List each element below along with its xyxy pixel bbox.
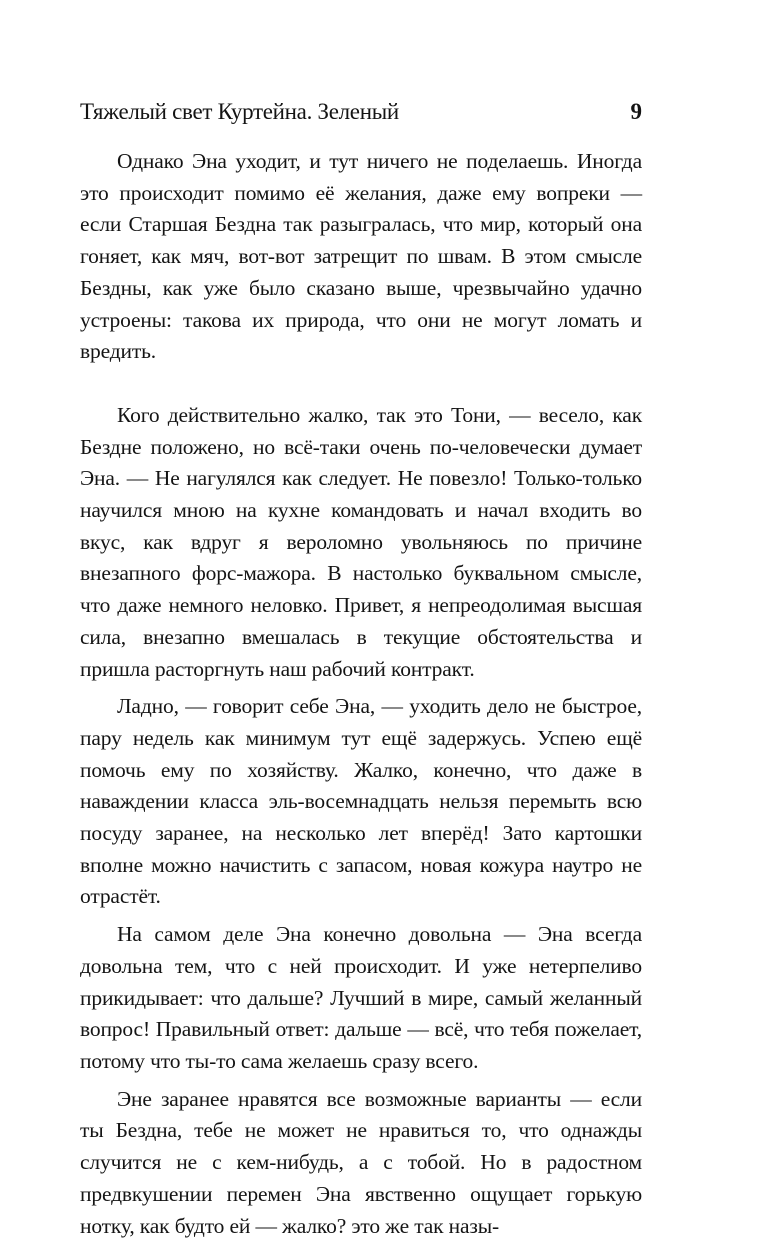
paragraph: Ладно, — говорит себе Эна, — уходить дело не быстрое, пару недель как минимум тут ещё задержусь. Успею ещё помочь ему по хозяйству. Жалко, конечно, что даже в наваждении класса эль-восемнадцать нельзя перемыть всю посуду заранее, на несколько лет вперёд! Зато картошки вполне можно начистить с запасом, новая кожура наутро не отрастёт. [80,694,642,909]
body-text [80,146,642,1242]
running-header [80,96,642,128]
paragraph: Однако Эна уходит, и тут ничего не поделаешь. Иногда это происходит помимо её желания, даже ему вопреки — если Старшая Бездна так разыгралась, что мир, который она гоняет, как мяч, вот-вот затрещит по швам. В этом смысле Бездны, как уже было сказано выше, чрезвычайно удачно устроены: такова их природа, что они не могут ломать и вредить. [80,149,642,364]
running-title: Тяжелый свет Куртейна. Зеленый [80,99,399,124]
paragraph: Эне заранее нравятся все возможные варианты — если ты Бездна, тебе не может не нравиться то, что однажды случится не с кем-нибудь, а с тобой. Но в радостном предвкушении перемен Эна явственно ощущает горькую нотку, как будто ей — жалко? это же так назы- [80,1086,642,1238]
paragraph: На самом деле Эна конечно довольна — Эна всегда довольна тем, что с ней происходит. И уже нетерпеливо прикидывает: что дальше? Лучший в мире, самый желанный вопрос! Правильный ответ: дальше — всё, что тебя пожелает, потому что ты-то сама желаешь сразу всего. [80,922,642,1073]
page-number: 9 [630,99,642,124]
paragraph: Кого действительно жалко, так это Тони, — весело, как Бездне положено, но всё-таки очень по-человечески думает Эна. — Не нагулялся как следует. Не повезло! Только-только научился мною на кухне командовать и начал входить во вкус, как вдруг я вероломно увольняюсь по причине внезапного форс-мажора. В настолько буквальном смысле, что даже немного неловко. Привет, я непреодолимая высшая сила, внезапно вмешалась в текущие обстоятельства и пришла расторгнуть наш рабочий контракт. [80,402,642,681]
